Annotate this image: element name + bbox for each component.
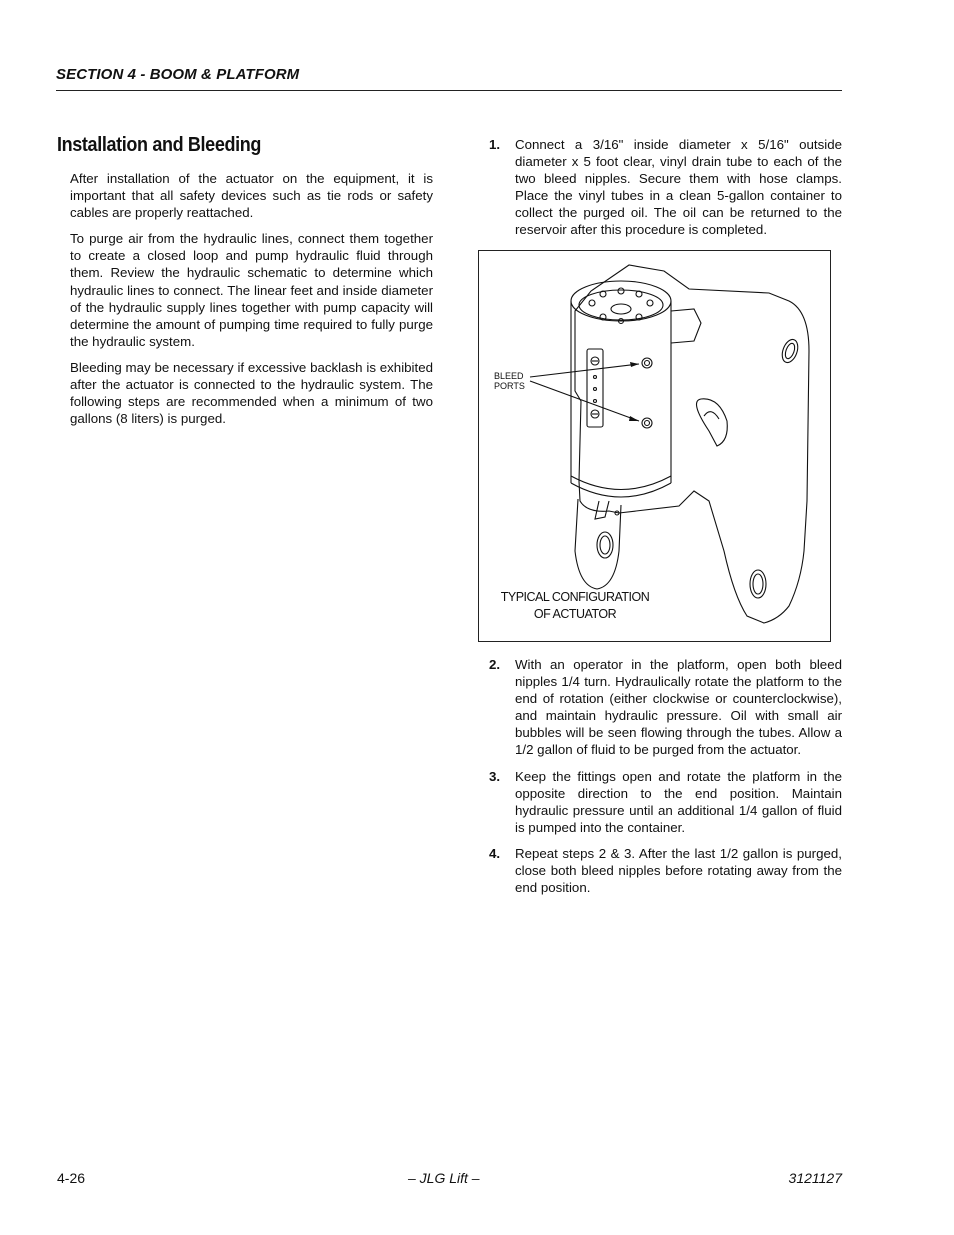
step-2 (489, 656, 842, 759)
actuator-figure (478, 250, 831, 642)
step-3 (489, 768, 842, 836)
steps-continued (489, 656, 842, 905)
paragraph-purge: To purge air from the hydraulic lines, connect them together to create a closed loop and pump hydraulic fluid through them. Review the hydraulic schematic to determine which hydraulic lines to connect. The linear feet and inside diameter of the hydraulic supply lines together with pump capacity will determine the amount of pumping time required to fully purge the hydraulic system. (70, 231, 433, 349)
section-title: SECTION 4 - BOOM & PLATFORM (56, 66, 300, 83)
page-number: 4-26 (57, 1170, 86, 1186)
step-text: With an operator in the platform, open both bleed nipples 1/4 turn. Hydraulically rotate the platform to the end of rotation (either clockwise or counterclockwise), and maintain hydraulic pressure. Oil with small air bubbles will be seen flowing through the tubes. Allow a 1/2 gallon of fluid to be purged from the actuator. (515, 657, 842, 758)
step-number: 3. (489, 768, 501, 784)
paragraph-bleeding: Bleeding may be necessary if excessive backlash is exhibited after the actuator is connected to the hydraulic system. The following steps are recommended when a minimum of two gallons (8 liters) is purged. (70, 359, 433, 427)
step-text: Keep the fittings open and rotate the platform in the opposite direction to the end position. Maintain hydraulic pressure until an additional 1/4 gallon of fluid is pumped into the container. (515, 768, 842, 835)
paragraph-intro: After installation of the actuator on the equipment, it is important that all safety devices such as tie rods or safety cables are properly reattached. (70, 171, 433, 221)
left-column (70, 170, 433, 436)
section-header (56, 66, 842, 91)
page-heading: Installation and Bleeding (57, 134, 262, 156)
step-number: 2. (489, 657, 501, 672)
step-text: Connect a 3/16" inside diameter x 5/16" outside diameter x 5 foot clear, vinyl drain tube to each of the two bleed nipples. Secure them with hose clamps. Place the vinyl tubes in a clean 5-gallon container to collect the purged oil. The oil can be returned to the reservoir after this procedure is completed. (515, 137, 842, 238)
figure-caption: TYPICAL CONFIGURATION OF ACTUATOR (500, 590, 650, 621)
step-4 (489, 845, 842, 896)
actuator-drawing (479, 251, 830, 641)
step-1 (489, 136, 842, 248)
step-number: 1. (489, 137, 501, 152)
step-text: Repeat steps 2 & 3. After the last 1/2 gallon is purged, close both bleed nipples before rotating away from the end position. (515, 845, 842, 896)
step-number: 4. (489, 845, 501, 861)
document-number: 3121127 (788, 1170, 842, 1186)
bleed-ports-label: BLEED PORTS (494, 371, 525, 391)
footer-brand: – JLG Lift – (408, 1170, 480, 1186)
